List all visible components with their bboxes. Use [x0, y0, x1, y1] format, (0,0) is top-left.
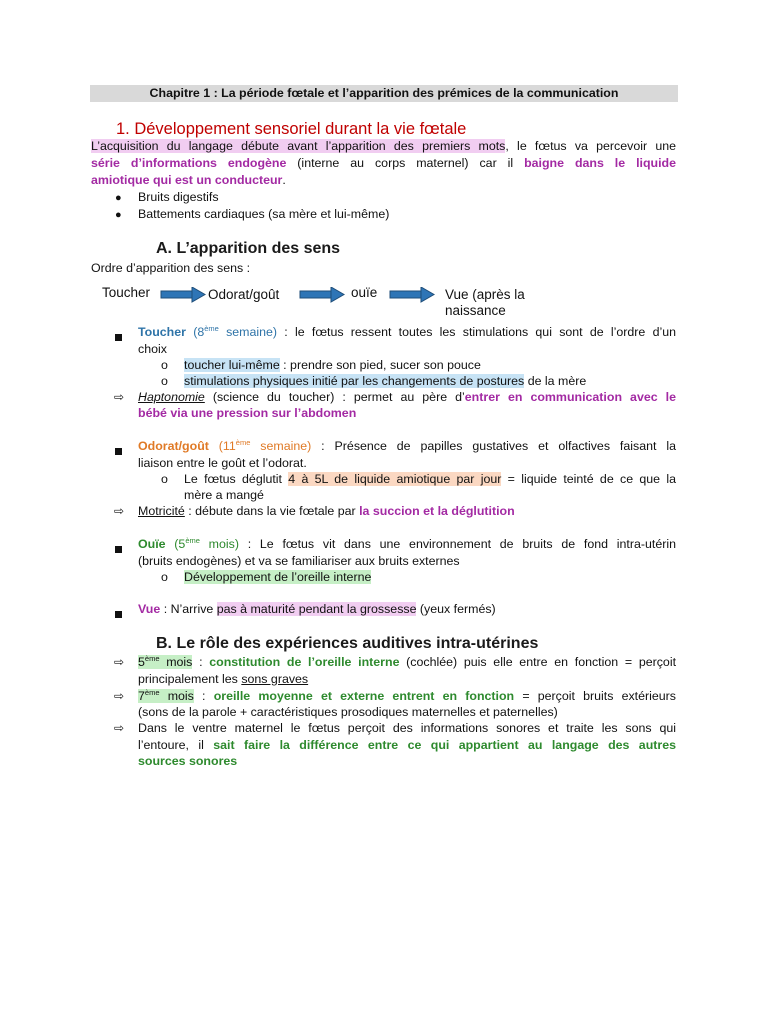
flow-step-ouie: ouïe	[351, 285, 378, 300]
paragraph-line	[138, 503, 515, 519]
superscript: ème	[204, 324, 219, 333]
text: 7	[138, 689, 145, 703]
paragraph-line	[91, 172, 676, 188]
text: :	[192, 655, 210, 669]
bold-text: la succion et la déglutition	[359, 504, 515, 518]
term: Motricité	[138, 504, 185, 518]
bold-text: sait faire la différence entre ce qui appartient au langage des autres	[213, 738, 676, 752]
superscript: ème	[144, 688, 160, 697]
highlight-text: toucher lui-même	[184, 358, 280, 372]
sub-item	[184, 471, 676, 487]
text: (science du toucher) : permet au père d’	[204, 390, 465, 404]
bold-text: amiotique qui est un conducteur	[91, 173, 283, 187]
highlight-text: pas à maturité pendant la grossesse	[216, 602, 417, 616]
text: semaine)	[250, 439, 312, 453]
list-item: Battements cardiaques (sa mère et lui-même)	[138, 207, 390, 221]
arrow-bullet-icon: ⇨	[114, 721, 125, 735]
square-bullet-icon	[115, 605, 122, 623]
paragraph-line	[138, 405, 356, 421]
text: : débute dans la vie fœtale par	[184, 504, 360, 518]
highlight-text: L’acquisition du langage débute avant l’apparition des premiers mots	[91, 139, 506, 153]
flow-step-odorat: Odorat/goût	[208, 287, 280, 302]
intro-text: Ordre d’apparition des sens :	[91, 261, 251, 275]
square-bullet-icon	[115, 442, 122, 460]
flow-arrow-icon	[389, 287, 435, 303]
paragraph-line	[138, 324, 676, 340]
section-a-heading: A. L’apparition des sens	[156, 240, 341, 257]
text: sons graves	[241, 672, 309, 686]
paragraph-line	[91, 155, 676, 171]
superscript: ème	[235, 438, 251, 447]
paragraph-line	[138, 389, 676, 405]
paragraph-line	[91, 138, 676, 154]
bold-text: entrer en communication avec le	[464, 390, 676, 404]
highlight-text: 4 à 5L de liquide amiotique par jour	[288, 472, 502, 486]
text: (cochlée) puis elle entre en fonction = perçoit	[399, 655, 677, 669]
text: : Présence de papilles gustatives et olfactives faisant la	[311, 439, 676, 453]
text: mois	[159, 655, 193, 669]
bold-text: série d’informations endogène	[91, 156, 287, 170]
bold-text: sources sonores	[138, 754, 238, 768]
text: = liquide teinté de ce que la	[501, 472, 676, 486]
bold-text: baigne dans le liquide	[524, 156, 676, 170]
flow-arrow-icon	[160, 287, 206, 303]
text: = perçoit bruits extérieurs	[514, 689, 677, 703]
circle-bullet-icon: o	[161, 570, 168, 584]
sub-item	[184, 569, 371, 585]
text: : Le fœtus vit dans une environnement de bruits de fond intra-utérin	[238, 537, 676, 551]
text: :	[193, 689, 214, 703]
paragraph-line	[138, 601, 496, 617]
text: semaine)	[218, 325, 278, 339]
circle-bullet-icon: o	[161, 472, 168, 486]
bullet-icon: ●	[115, 192, 122, 204]
flow-step-toucher: Toucher	[102, 285, 151, 300]
flow-arrow-icon	[299, 287, 345, 303]
sense-name: Toucher	[138, 325, 186, 339]
text: : N’arrive	[160, 602, 217, 616]
paragraph-line	[138, 753, 237, 769]
text: 5	[138, 655, 145, 669]
bold-text: oreille moyenne et externe entrent en fonction	[213, 689, 515, 703]
sub-item-line2: mère a mangé	[184, 488, 264, 502]
section-1-heading: 1. Développement sensoriel durant la vie fœtale	[116, 120, 467, 138]
text: : prendre son pied, sucer son pouce	[279, 358, 481, 372]
paragraph-line	[138, 671, 308, 687]
arrow-bullet-icon: ⇨	[114, 689, 125, 703]
paragraph-line: (bruits endogènes) et va se familiariser aux bruits externes	[138, 554, 460, 568]
highlight-text: stimulations physiques initié par les changements de postures	[184, 374, 525, 388]
text: .	[282, 173, 286, 187]
text: de la mère	[524, 374, 587, 388]
circle-bullet-icon: o	[161, 374, 168, 388]
arrow-bullet-icon: ⇨	[114, 655, 125, 669]
paragraph-line	[138, 654, 676, 670]
superscript: ème	[185, 536, 200, 545]
sub-item	[184, 373, 586, 389]
paragraph-line: choix	[138, 342, 167, 356]
list-item: Bruits digestifs	[138, 190, 219, 204]
text: , le fœtus va percevoir une	[505, 139, 677, 153]
section-b-heading: B. Le rôle des expériences auditives intra-utérines	[156, 635, 539, 652]
text: (11	[208, 439, 236, 453]
bullet-icon: ●	[115, 209, 122, 221]
bold-text: bébé via une pression sur l’abdomen	[138, 406, 357, 420]
paragraph-line: Dans le ventre maternel le fœtus perçoit des informations sonores et traite les sons qui	[138, 721, 676, 735]
paragraph-line: (sons de la parole + caractéristiques prosodiques maternelles et paternelles)	[138, 705, 558, 719]
text: principalement les	[138, 672, 242, 686]
text: mois)	[199, 537, 239, 551]
circle-bullet-icon: o	[161, 358, 168, 372]
paragraph-line	[138, 688, 676, 704]
text: (interne au corps maternel) car il	[286, 156, 525, 170]
paragraph-line	[138, 438, 676, 454]
arrow-bullet-icon: ⇨	[114, 390, 125, 404]
paragraph-line	[138, 737, 676, 753]
bold-text: constitution de l’oreille interne	[209, 655, 400, 669]
paragraph-line	[138, 536, 676, 552]
sense-name: Ouïe	[138, 537, 166, 551]
text: : le fœtus ressent toutes les stimulations qui sont de l’ordre d’un	[277, 325, 676, 339]
sub-item	[184, 357, 481, 373]
flow-step-vue: Vue (après la	[445, 287, 525, 302]
text: Le fœtus déglutit	[184, 472, 289, 486]
text: l’entoure, il	[138, 738, 214, 752]
text: (8	[185, 325, 205, 339]
chapter-title: Chapitre 1 : La période fœtale et l’apparition des prémices de la communication	[90, 85, 678, 102]
highlight-text: Développement de l’oreille interne	[184, 570, 372, 584]
arrow-bullet-icon: ⇨	[114, 504, 125, 518]
paragraph-line: liaison entre le goût et l’odorat.	[138, 456, 307, 470]
square-bullet-icon	[115, 328, 122, 346]
text: (yeux fermés)	[416, 602, 496, 616]
sense-name: Vue	[138, 602, 161, 616]
superscript: ème	[144, 654, 160, 663]
text: (5	[165, 537, 186, 551]
sense-name: Odorat/goût	[138, 439, 209, 453]
term: Haptonomie	[138, 390, 205, 404]
square-bullet-icon	[115, 540, 122, 558]
flow-step-vue-line2: naissance	[445, 303, 506, 318]
text: mois	[159, 689, 194, 703]
